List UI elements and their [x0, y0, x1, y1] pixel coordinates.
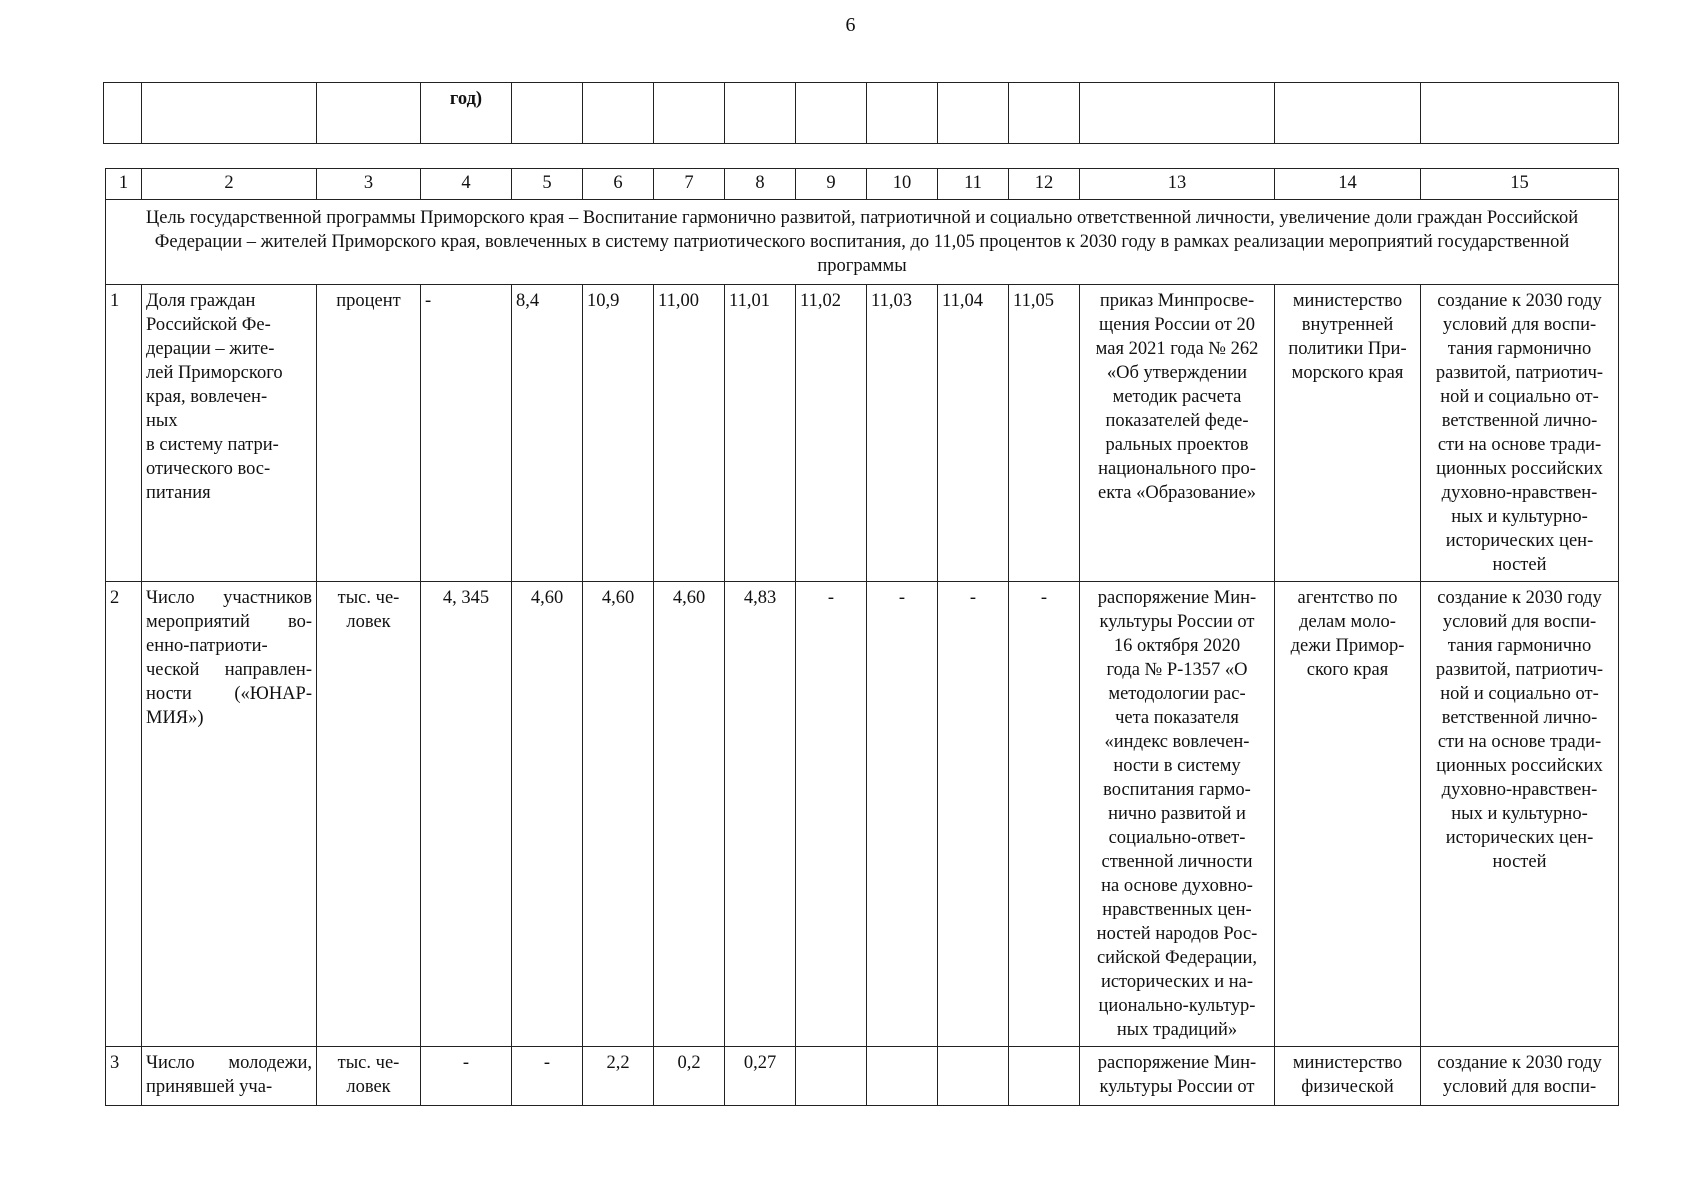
value: -	[796, 582, 867, 1047]
row-number: 2	[106, 582, 142, 1047]
goal-link: создание к 2030 году условий для воспи- тания гармонично развитой, патриотич- ной и социально от- ветственной лично- сти на основе тради- ционных российских духовно-нравствен- ных и культурно- исторических цен- ностей	[1421, 582, 1619, 1047]
row-number: 1	[106, 285, 142, 582]
methodology-document: распоряжение Мин- культуры России от	[1080, 1047, 1275, 1106]
value	[938, 1047, 1009, 1106]
value	[796, 1047, 867, 1106]
column-number: 12	[1009, 169, 1080, 200]
indicator-name: Доля граждан Российской Фе- дерации – жите- лей Приморского края, вовлечен- ных в систему патри- отического вос- питания	[142, 285, 317, 582]
cell	[583, 83, 654, 144]
table-row	[106, 285, 1619, 582]
column-number: 7	[654, 169, 725, 200]
column-number: 11	[938, 169, 1009, 200]
goal-row	[106, 200, 1619, 285]
indicators-table	[105, 168, 1619, 1106]
column-number: 9	[796, 169, 867, 200]
value	[867, 1047, 938, 1106]
column-number: 13	[1080, 169, 1275, 200]
goal-link: создание к 2030 году условий для воспи- тания гармонично развитой, патриотич- ной и социально от- ветственной лично- сти на основе тради- ционных российских духовно-нравствен- ных и культурно- исторических цен- ностей	[1421, 285, 1619, 582]
column-number: 2	[142, 169, 317, 200]
base-value: -	[421, 1047, 512, 1106]
value: 11,05	[1009, 285, 1080, 582]
indicator-name: Число молодежи, принявшей уча-	[142, 1047, 317, 1106]
responsible-body: министерство внутренней политики При- морского края	[1275, 285, 1421, 582]
unit: тыс. че- ловек	[317, 1047, 421, 1106]
cell	[104, 83, 142, 144]
indicator-name: Число участников мероприятий во-енно-патриоти-ческой направлен-ности («ЮНАР-МИЯ»)	[142, 582, 317, 1047]
value: 11,03	[867, 285, 938, 582]
column-number: 4	[421, 169, 512, 200]
cell	[725, 83, 796, 144]
base-value: -	[421, 285, 512, 582]
column-number-row	[106, 169, 1619, 200]
column-number: 5	[512, 169, 583, 200]
cell	[867, 83, 938, 144]
table-row	[106, 1047, 1619, 1106]
cell	[654, 83, 725, 144]
cell	[1009, 83, 1080, 144]
cell	[796, 83, 867, 144]
continuation-row	[104, 83, 1619, 144]
page-number: 6	[845, 14, 856, 36]
table-row	[106, 582, 1619, 1047]
continuation-unit-cell: год)	[421, 83, 512, 144]
value: 11,02	[796, 285, 867, 582]
column-number: 10	[867, 169, 938, 200]
base-value: 4, 345	[421, 582, 512, 1047]
methodology-document: приказ Минпросве- щения России от 20 мая 2021 года № 262 «Об утверждении методик расчета показателей феде- ральных проектов национального про- екта «Образование»	[1080, 285, 1275, 582]
cell	[142, 83, 317, 144]
cell	[317, 83, 421, 144]
value: 4,60	[654, 582, 725, 1047]
value: -	[512, 1047, 583, 1106]
value: -	[867, 582, 938, 1047]
column-number: 8	[725, 169, 796, 200]
methodology-document: распоряжение Мин- культуры России от 16 октября 2020 года № Р-1357 «О методологии рас- чета показателя «индекс вовлечен- ности в систему воспитания гармо- нично развитой и социально-ответ- ственной личности на основе духовно- нравственных цен- ностей народов Рос- сийской Федерации, исторических и на- ционально-культур- ных традиций»	[1080, 582, 1275, 1047]
value: -	[1009, 582, 1080, 1047]
cell	[1275, 83, 1421, 144]
row-number: 3	[106, 1047, 142, 1106]
value: 0,2	[654, 1047, 725, 1106]
column-number: 1	[106, 169, 142, 200]
unit: процент	[317, 285, 421, 582]
responsible-body: агентство по делам моло- дежи Примор- ского края	[1275, 582, 1421, 1047]
value: 8,4	[512, 285, 583, 582]
value: 11,01	[725, 285, 796, 582]
goal-link: создание к 2030 году условий для воспи-	[1421, 1047, 1619, 1106]
cell	[1080, 83, 1275, 144]
column-number: 14	[1275, 169, 1421, 200]
value: 2,2	[583, 1047, 654, 1106]
value: -	[938, 582, 1009, 1047]
cell	[938, 83, 1009, 144]
value: 11,04	[938, 285, 1009, 582]
value: 11,00	[654, 285, 725, 582]
cell	[512, 83, 583, 144]
column-number: 3	[317, 169, 421, 200]
value	[1009, 1047, 1080, 1106]
column-number: 15	[1421, 169, 1619, 200]
column-number: 6	[583, 169, 654, 200]
program-goal-text: Цель государственной программы Приморского края – Воспитание гармонично развитой, патриотичной и социально ответственной личности, увеличение доли граждан Российской Федерации – жителей Приморского края, вовлеченных в систему патриотического воспитания, до 11,05 процентов к 2030 году в рамках реализации мероприятий государственной программы	[106, 200, 1619, 285]
value: 10,9	[583, 285, 654, 582]
cell	[1421, 83, 1619, 144]
value: 4,83	[725, 582, 796, 1047]
value: 4,60	[583, 582, 654, 1047]
responsible-body: министерство физической	[1275, 1047, 1421, 1106]
continuation-table	[103, 82, 1619, 144]
value: 0,27	[725, 1047, 796, 1106]
unit: тыс. че- ловек	[317, 582, 421, 1047]
value: 4,60	[512, 582, 583, 1047]
